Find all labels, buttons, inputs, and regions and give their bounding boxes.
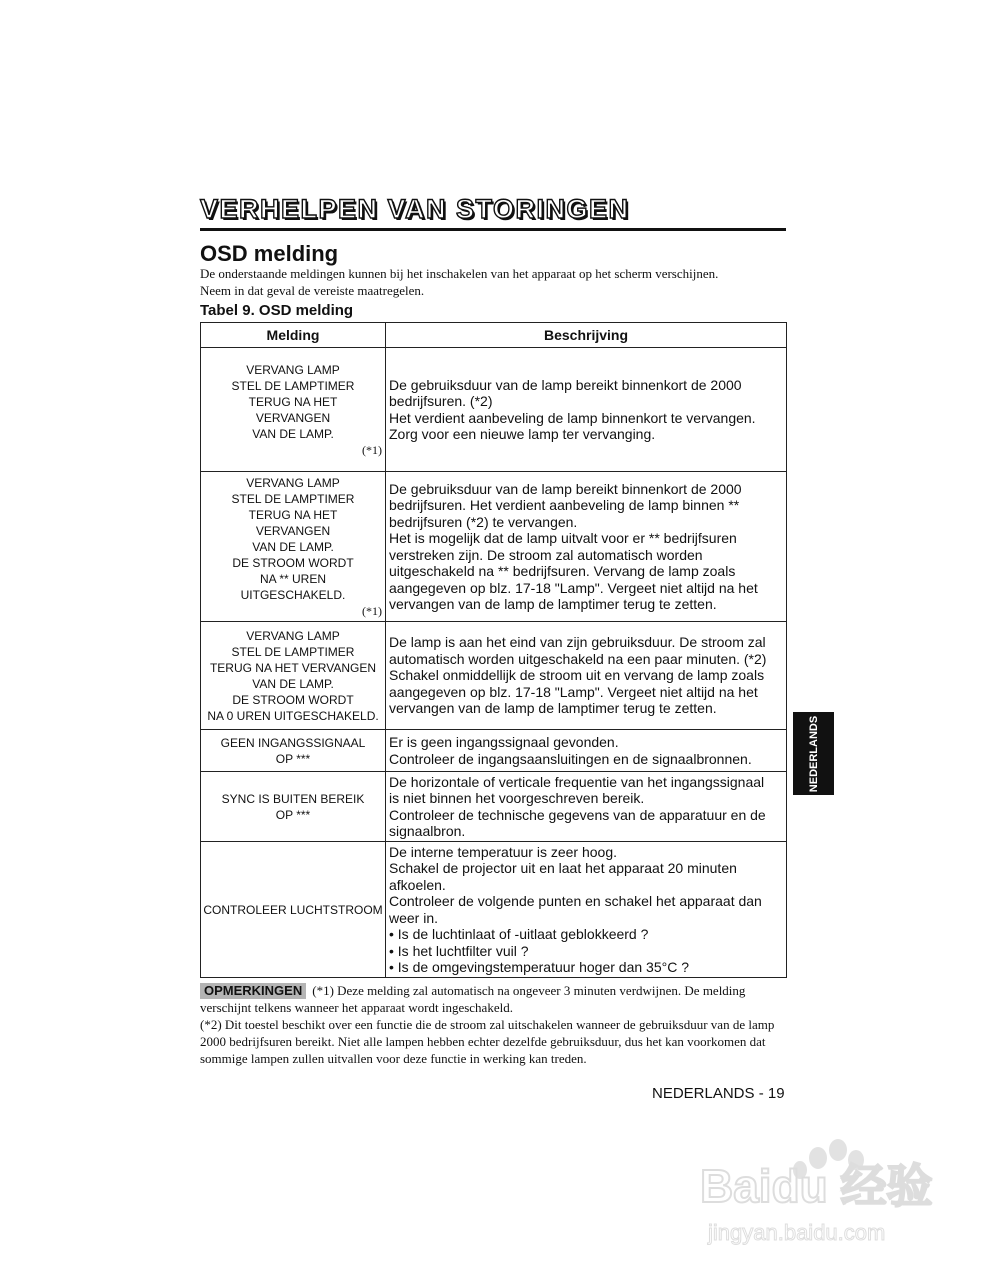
description-line: Controleer de technische gegevens van de apparatuur en de <box>389 806 766 823</box>
message-line: OP *** <box>275 807 311 822</box>
language-side-tab <box>793 712 834 795</box>
message-line: NA ** UREN <box>259 571 327 586</box>
description-line: Zorg voor een nieuwe lamp ter vervanging. <box>389 426 656 442</box>
description-line: bedrijfsuren. Het verdient aanbeveling de lamp binnen ** <box>389 497 740 513</box>
intro-text <box>200 265 790 299</box>
table-row <box>201 348 787 472</box>
description-line: is niet binnen het voorgeschreven bereik. <box>389 790 645 806</box>
message-line: VERVANG LAMP <box>246 362 340 377</box>
description-cell <box>386 472 787 622</box>
footnote-ref: (*1) <box>362 603 382 618</box>
description-line: Controleer de volgende punten en schakel het apparaat dan <box>389 893 762 909</box>
table-caption: Tabel 9. OSD melding <box>200 302 354 319</box>
description-line: aangegeven op blz. 17-18 "Lamp". Vergeet niet altijd na het <box>389 683 758 700</box>
footnote-ref: (*1) <box>362 442 382 457</box>
side-tab-label: NEDERLANDS <box>807 715 820 792</box>
description-cell <box>386 842 787 978</box>
description-line: verstreken zijn. De stroom zal automatisch worden <box>389 546 703 563</box>
message-cell <box>201 472 386 622</box>
message-line: VAN DE LAMP. <box>252 426 334 441</box>
description-line: De interne temperatuur is zeer hoog. <box>389 843 618 860</box>
message-line: VERVANGEN <box>255 523 331 538</box>
table-row <box>201 622 787 730</box>
description-line: vervangen van de lamp de lamptimer terug te zetten. <box>389 700 717 717</box>
header-beschrijving: Beschrijving <box>386 323 787 348</box>
description-cell <box>386 772 787 842</box>
message-cell <box>201 730 386 772</box>
table-header-row <box>201 323 787 348</box>
message-line: STEL DE LAMPTIMER <box>231 378 355 393</box>
message-cell <box>201 348 386 472</box>
message-line: VAN DE LAMP. <box>252 539 334 554</box>
description-line: automatisch worden uitgeschakeld na een paar minuten. (*2) <box>389 650 767 667</box>
description-line: Schakel de projector uit en laat het apparaat 20 minuten <box>389 860 737 876</box>
osd-table <box>200 322 787 978</box>
description-line: weer in. <box>389 909 439 926</box>
description-line: • Is de luchtinlaat of -uitlaat geblokkeerd ? <box>389 926 649 942</box>
notes-badge: OPMERKINGEN <box>200 983 306 999</box>
description-line: Controleer de ingangsaansluitingen en de signaalbronnen. <box>389 750 752 767</box>
table-row <box>201 730 787 772</box>
note-1-text: (*1) Deze melding zal automatisch na ongeveer 3 minuten verdwijnen. De melding verschijnt telkens wanneer het apparaat wordt ingeschakeld. <box>200 983 746 1015</box>
note-1 <box>200 982 790 1016</box>
message-line: VERVANG LAMP <box>246 628 340 643</box>
message-line: VAN DE LAMP. <box>252 676 334 691</box>
message-line: DE STROOM WORDT <box>232 692 354 707</box>
description-line: Het verdient aanbeveling de lamp binnenkort te vervangen. <box>389 409 756 426</box>
message-line: TERUG NA HET <box>248 394 338 409</box>
page-number: NEDERLANDS - 19 <box>652 1085 785 1102</box>
description-line: De gebruiksduur van de lamp bereikt binnenkort de 2000 <box>389 376 742 393</box>
intro-line: Neem in dat geval de vereiste maatregelen. <box>200 283 425 298</box>
header-melding: Melding <box>201 323 386 348</box>
description-line: De horizontale of verticale frequentie van het ingangssignaal <box>389 773 765 790</box>
message-cell <box>201 622 386 730</box>
description-line: afkoelen. <box>389 876 446 893</box>
table-row <box>201 472 787 622</box>
description-line: signaalbron. <box>389 823 466 839</box>
table-row <box>201 772 787 842</box>
message-line: GEEN INGANGSSIGNAAL <box>220 735 366 750</box>
main-title: VERHELPEN VAN STORINGEN <box>200 194 630 224</box>
message-cell <box>201 772 386 842</box>
section-title: OSD melding <box>200 241 339 266</box>
description-line: uitgeschakeld na ** bedrijfsuren. Vervang de lamp zoals <box>389 563 736 579</box>
message-line: STEL DE LAMPTIMER <box>231 644 355 659</box>
message-line: VERVANG LAMP <box>246 475 340 490</box>
message-line: SYNC IS BUITEN BEREIK <box>221 791 365 806</box>
message-line: TERUG NA HET <box>248 507 338 522</box>
watermark-url: jingyan.baidu.com <box>708 1220 886 1245</box>
description-line: Er is geen ingangssignaal gevonden. <box>389 734 619 750</box>
description-line: bedrijfsuren (*2) te vervangen. <box>389 513 578 530</box>
description-line: bedrijfsuren. (*2) <box>389 393 493 409</box>
message-line: OP *** <box>275 751 311 766</box>
description-cell <box>386 348 787 472</box>
note-2: (*2) Dit toestel beschikt over een functie die de stroom zal uitschakelen wanneer de gebruiksduur van de lamp 2000 bedrijfsuren bereikt. Niet alle lampen hebben echter dezelfde gebruiksduur, dus het kan voorkomen dat sommige lampen zullen uitvallen voor deze functie in werking kan treden. <box>200 1017 775 1066</box>
description-cell <box>386 730 787 772</box>
message-line: CONTROLEER LUCHTSTROOM <box>203 902 383 917</box>
description-line: De gebruiksduur van de lamp bereikt binnenkort de 2000 <box>389 480 742 497</box>
description-line: Schakel onmiddellijk de stroom uit en vervang de lamp zoals <box>389 667 765 684</box>
message-line: UITGESCHAKELD. <box>240 587 346 602</box>
notes-section <box>200 982 790 1067</box>
message-line: VERVANGEN <box>255 410 331 425</box>
intro-line: De onderstaande meldingen kunnen bij het inschakelen van het apparaat op het scherm verschijnen. <box>200 266 719 281</box>
description-line: Het is mogelijk dat de lamp uitvalt voor er ** bedrijfsuren <box>389 530 737 546</box>
description-line: aangegeven op blz. 17-18 "Lamp". Vergeet niet altijd na het <box>389 579 758 596</box>
title-rule <box>200 228 786 231</box>
description-line: • Is de omgevingstemperatuur hoger dan 35°C ? <box>389 959 690 975</box>
description-cell <box>386 622 787 730</box>
message-line: TERUG NA HET VERVANGEN <box>209 660 377 675</box>
message-line: NA 0 UREN UITGESCHAKELD. <box>207 708 379 723</box>
baidu-watermark <box>700 1120 940 1270</box>
table-row <box>201 842 787 978</box>
description-line: • Is het luchtfilter vuil ? <box>389 942 529 959</box>
message-line: STEL DE LAMPTIMER <box>231 491 355 506</box>
watermark-brand: Baidu 经验 <box>700 1160 933 1212</box>
description-line: De lamp is aan het eind van zijn gebruiksduur. De stroom zal <box>389 634 766 651</box>
description-line: vervangen van de lamp de lamptimer terug te zetten. <box>389 596 717 612</box>
message-cell <box>201 842 386 978</box>
message-line: DE STROOM WORDT <box>232 555 354 570</box>
